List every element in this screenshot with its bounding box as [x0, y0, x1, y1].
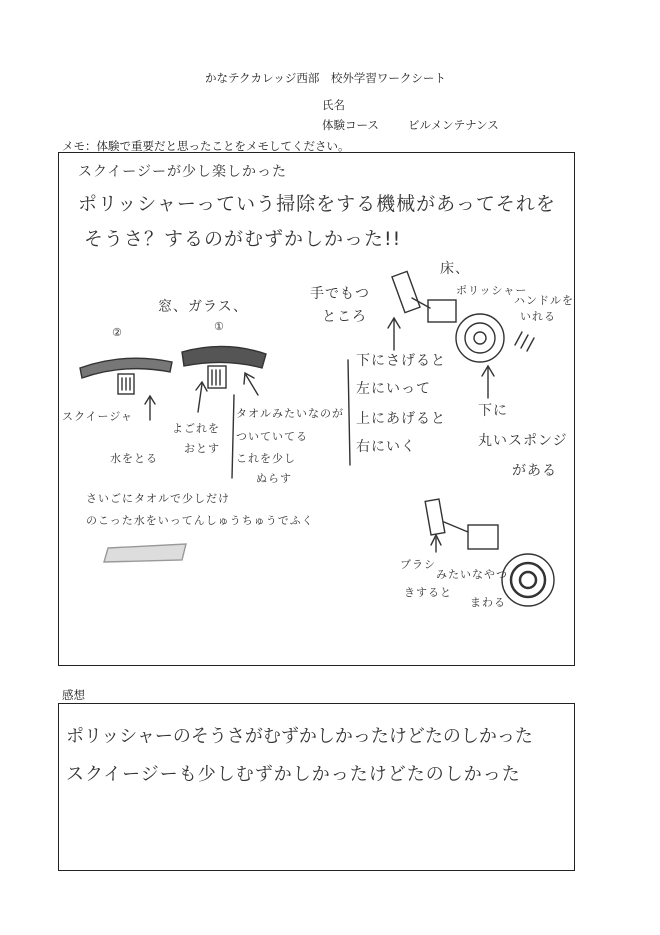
- final-note-2: のこった水をいってんしゅうちゅうでふく: [86, 514, 314, 527]
- squeegee-drawing: [80, 358, 172, 394]
- window-heading: 窓、ガラス、: [158, 299, 248, 315]
- final-note-1: さいごにタオルで少しだけ: [86, 492, 230, 505]
- sponge-note-1: 丸いスポンジ: [478, 433, 568, 449]
- number-one: ①: [214, 320, 225, 333]
- impression-label: 感想: [62, 688, 85, 702]
- polisher-label: ポリッシャー: [456, 284, 528, 297]
- up-right-1: 上にあげると: [356, 411, 446, 427]
- dirt-label-2: おとす: [184, 442, 220, 455]
- towel-note-3: これを少し: [236, 452, 296, 465]
- down-left-1: 下にさげると: [356, 353, 446, 369]
- hand-label-1: 手でもつ: [310, 286, 370, 302]
- brush-note-3: みたいなやつ: [436, 568, 508, 581]
- worksheet-title: かなテクカレッジ西部 校外学習ワークシート: [205, 71, 446, 85]
- dirt-label-1: よごれを: [172, 422, 220, 435]
- up-right-2: 右にいく: [356, 439, 416, 455]
- memo-line-3: そうさ？するのがむずかしかった!!: [84, 228, 402, 250]
- brush-note-1: ブラシ: [400, 558, 436, 571]
- sponge-note-2: がある: [512, 463, 557, 479]
- floor-label: 床、: [440, 261, 470, 277]
- towel-note-1: タオルみたいなのが: [236, 407, 344, 420]
- handle-label-1: ハンドルを: [514, 294, 574, 307]
- squeegee-label: スクイージャ: [62, 410, 134, 423]
- towel-note-2: ついていてる: [236, 430, 308, 443]
- brush-note-4: まわる: [470, 596, 506, 609]
- water-label: 水をとる: [110, 452, 158, 465]
- brush-note-2: きすると: [404, 586, 452, 599]
- bottom-label: 下に: [478, 403, 508, 419]
- memo-prompt: メモ：体験で重要だと思ったことをメモしてください。: [62, 139, 350, 153]
- towel-squeegee-drawing: [182, 346, 266, 388]
- memo-line-1: スクイージーが少し楽しかった: [78, 164, 288, 180]
- memo-line-2: ポリッシャーっていう掃除をする機械があってそれを: [78, 193, 556, 215]
- handle-label-2: いれる: [520, 310, 556, 323]
- impression-line-1: ポリッシャーのそうさがむずかしかったけどたのしかった: [66, 726, 533, 747]
- hand-label-2: ところ: [322, 309, 367, 325]
- name-label: 氏名: [322, 98, 345, 112]
- course-value: ビルメンテナンス: [408, 118, 499, 132]
- towel-note-4: ぬらす: [256, 472, 292, 485]
- number-two: ②: [112, 326, 123, 339]
- impression-line-2: スクイージーも少しむずかしかったけどたのしかった: [66, 764, 521, 785]
- course-label: 体験コース: [322, 118, 379, 132]
- down-left-2: 左にいって: [356, 381, 431, 397]
